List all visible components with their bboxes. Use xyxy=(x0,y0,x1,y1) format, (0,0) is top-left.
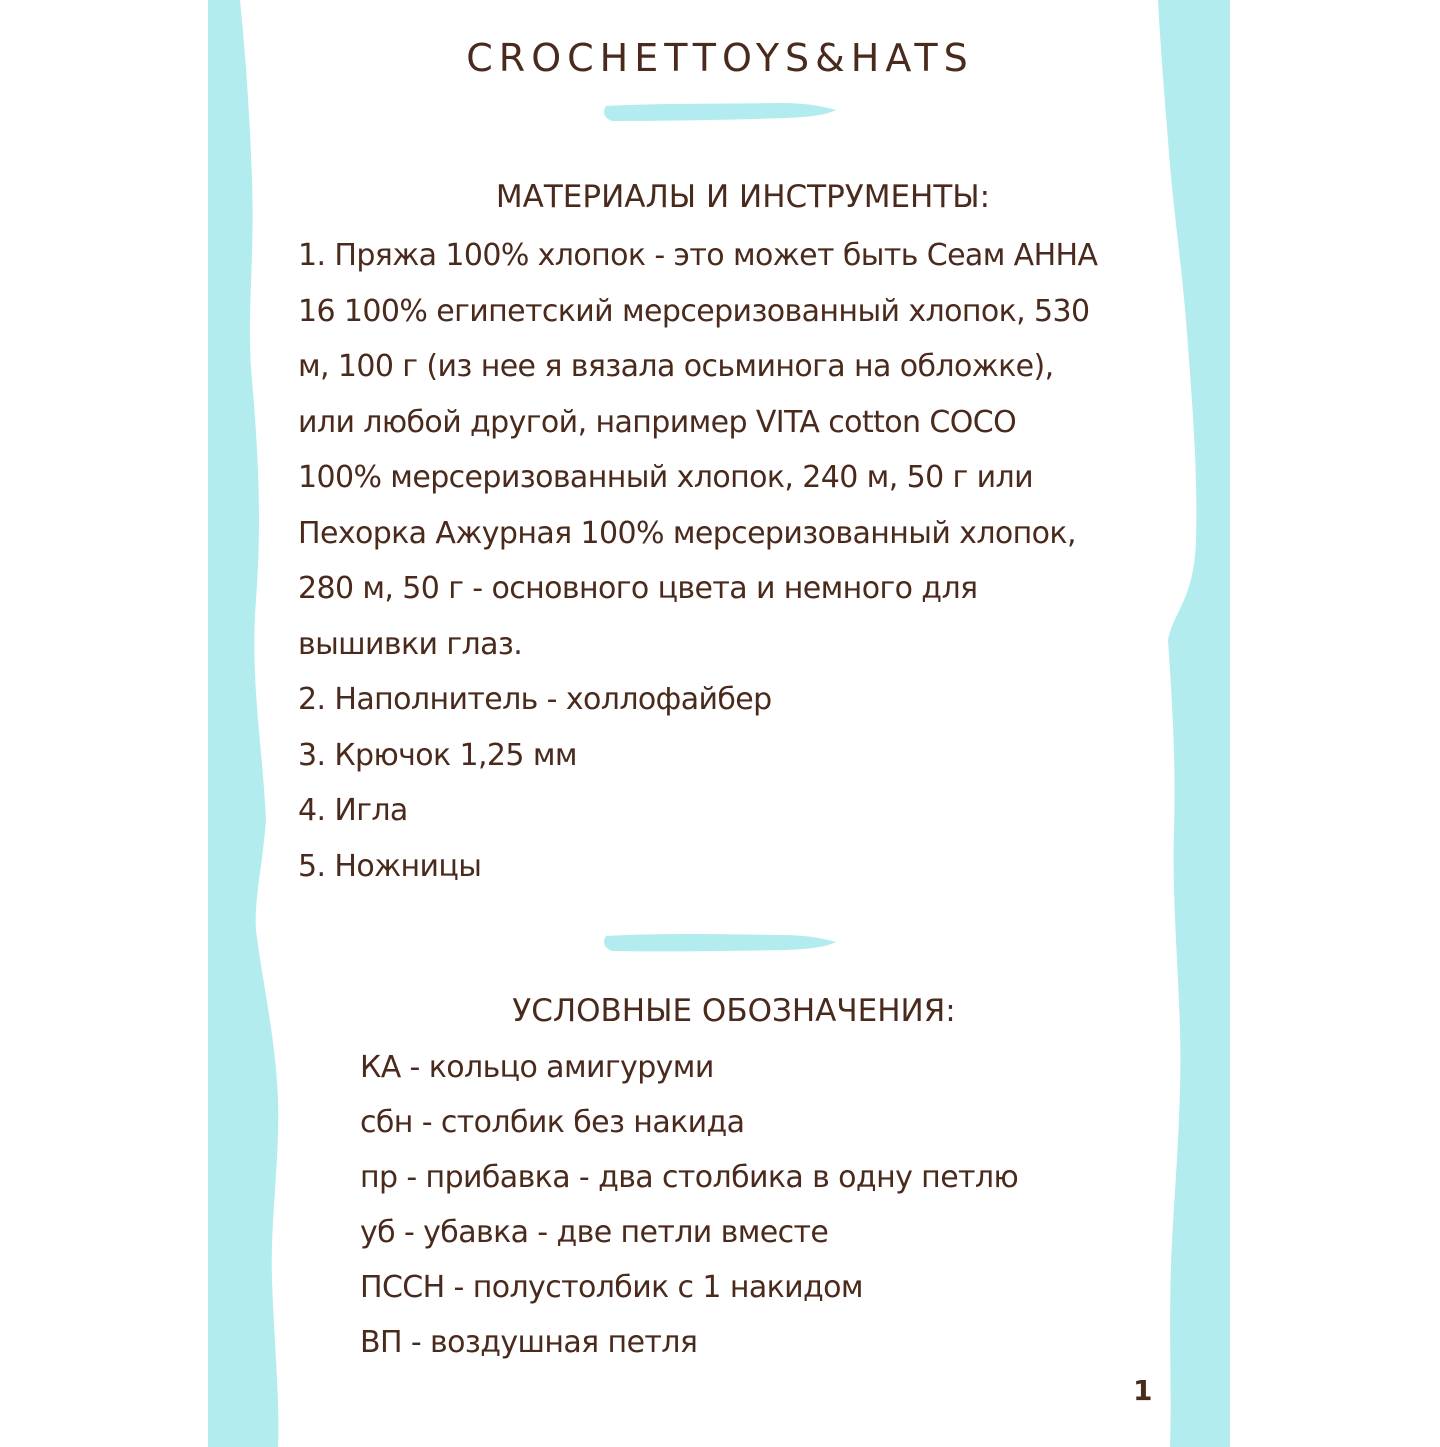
legend-item: сбн - столбик без накида xyxy=(360,1105,745,1140)
materials-line: Пехорка Ажурная 100% мерсеризованный хлопок, xyxy=(298,515,1076,551)
materials-line: 100% мерсеризованный хлопок, 240 м, 50 г или xyxy=(298,460,1033,495)
page-title: CROCHETTOYS&HATS xyxy=(466,36,974,80)
legend-heading: УСЛОВНЫЕ ОБОЗНАЧЕНИЯ: xyxy=(512,993,956,1029)
legend-item: пр - прибавка - два столбика в одну петлю xyxy=(360,1160,1019,1195)
legend-list xyxy=(360,1040,1120,1370)
materials-list xyxy=(298,228,1168,894)
materials-line: вышивки глаз. xyxy=(298,626,523,662)
page-number: 1 xyxy=(1133,1374,1153,1407)
legend-item: ВП - воздушная петля xyxy=(360,1325,698,1360)
materials-heading: МАТЕРИАЛЫ И ИНСТРУМЕНТЫ: xyxy=(495,179,991,215)
legend-item: ПССН - полустолбик с 1 накидом xyxy=(360,1270,863,1305)
materials-line: 16 100% египетский мерсеризованный хлопок, 530 xyxy=(298,293,1090,329)
materials-line: или любой другой, например VITA cotton COCO xyxy=(298,404,1017,440)
materials-line: 4. Игла xyxy=(298,793,408,828)
materials-line: 1. Пряжа 100% хлопок - это может быть Сеам АННА xyxy=(298,238,1098,273)
materials-line: 5. Ножницы xyxy=(298,848,482,884)
materials-line: 2. Наполнитель - холлофайбер xyxy=(298,682,772,717)
middle-brush-divider xyxy=(604,934,836,951)
legend-item: КА - кольцо амигуруми xyxy=(360,1050,714,1085)
left-brush-border xyxy=(208,0,278,1447)
materials-line: 280 м, 50 г - основного цвета и немного для xyxy=(298,571,978,606)
materials-line: 3. Крючок 1,25 мм xyxy=(298,737,577,773)
right-brush-border xyxy=(1158,0,1230,1447)
top-brush-divider xyxy=(604,103,836,121)
materials-line: м, 100 г (из нее я вязала осьминога на обложке), xyxy=(298,349,1054,384)
legend-item: уб - убавка - две петли вместе xyxy=(360,1215,829,1250)
